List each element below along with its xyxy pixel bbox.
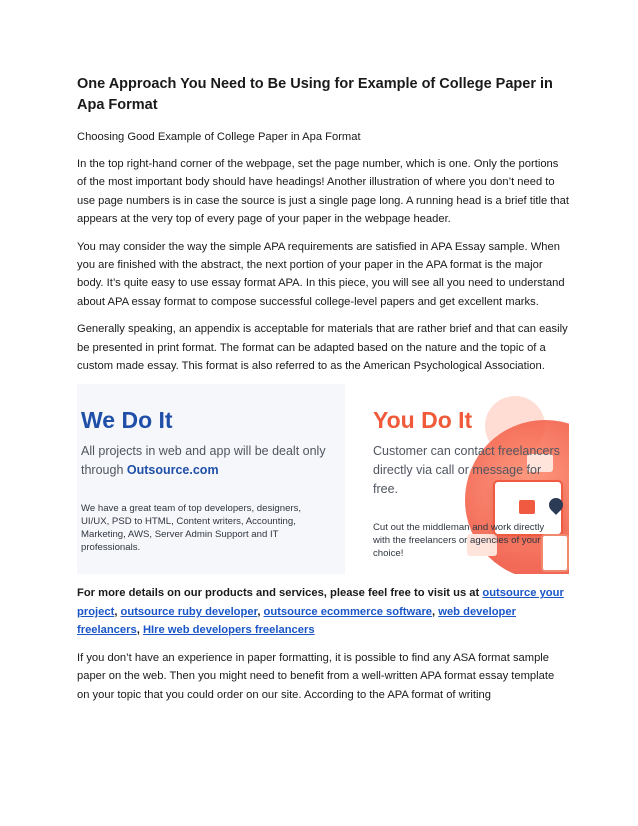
link-separator: , [257,605,264,618]
link-separator: , [136,624,143,637]
briefcase-icon [519,500,535,514]
link-separator: , [432,605,439,618]
we-do-it-heading: We Do It [81,407,173,434]
we-do-it-text [81,442,336,480]
links-intro: For more details on our products and services, please feel free to visit us at [77,587,483,600]
we-do-it-text-prefix: All projects in web and app will be dealt only through [81,444,326,478]
links-paragraph [77,584,569,639]
paragraph-2: You may consider the way the simple APA requirements are satisfied in APA Essay sample. When you are finished with the abstract, the next portion of your paper in the APA format is the major body. It’s quite easy to use essay format APA. In this piece, you will see all you need to understand about APA essay format to compose successful college-level papers and get excellent marks. [77,240,565,308]
you-do-it-text: Customer can contact freelancers directly via call or message for free. [373,444,560,497]
you-do-it-panel [345,384,569,574]
you-do-it-details: Cut out the middleman and work directly with the freelancers or agencies of your choice! [373,522,545,560]
link-web-developer-freelancers[interactable]: web developer freelancers [77,605,516,637]
section-subtitle: Choosing Good Example of College Paper in Apa Format [77,131,361,143]
you-do-it-heading: You Do It [373,407,473,434]
link-hire-web-developers-freelancers[interactable]: HIre web developers freelancers [142,624,315,637]
link-outsource-ruby-developer[interactable]: outsource ruby developer [120,605,258,618]
page-title: One Approach You Need to Be Using for Example of College Paper in Apa Format [77,76,553,113]
link-outsource-your-project[interactable]: outsource your project [77,587,564,618]
paragraph-1: In the top right-hand corner of the webpage, set the page number, which is one. Only the portions of the most important body should have headings! Another illustration of where you don’t need to use page numbers is in case the source is just a single page long. A running head is a brief title that appears at the very top of every page of your paper in the webpage header. [77,158,569,226]
we-do-it-panel [77,384,345,574]
paragraph-4: If you don’t have an experience in paper formatting, it is possible to find any ASA format sample paper on the web. Then you might need to benefit from a well-written APA format essay template on your topic that you could order on our site. According to the APA format of writing [77,651,555,701]
link-separator: , [114,605,121,618]
we-do-it-details: We have a great team of top developers, designers, UI/UX, PSD to HTML, Content writers, Accounting, Marketing, AWS, Server Admin Support and IT professionals. [81,503,302,554]
paragraph-3: Generally speaking, an appendix is acceptable for materials that are rather brief and that can easily be presented in print format. The format can be adapted based on the nature and the topic of a custom made essay. This format is also referred to as the American Psychological Association. [77,323,568,373]
brand-name: Outsource.com [126,463,219,478]
link-outsource-ecommerce-software[interactable]: outsource ecommerce software [263,605,433,618]
page-content [77,74,569,713]
promo-banner-image [77,384,569,574]
